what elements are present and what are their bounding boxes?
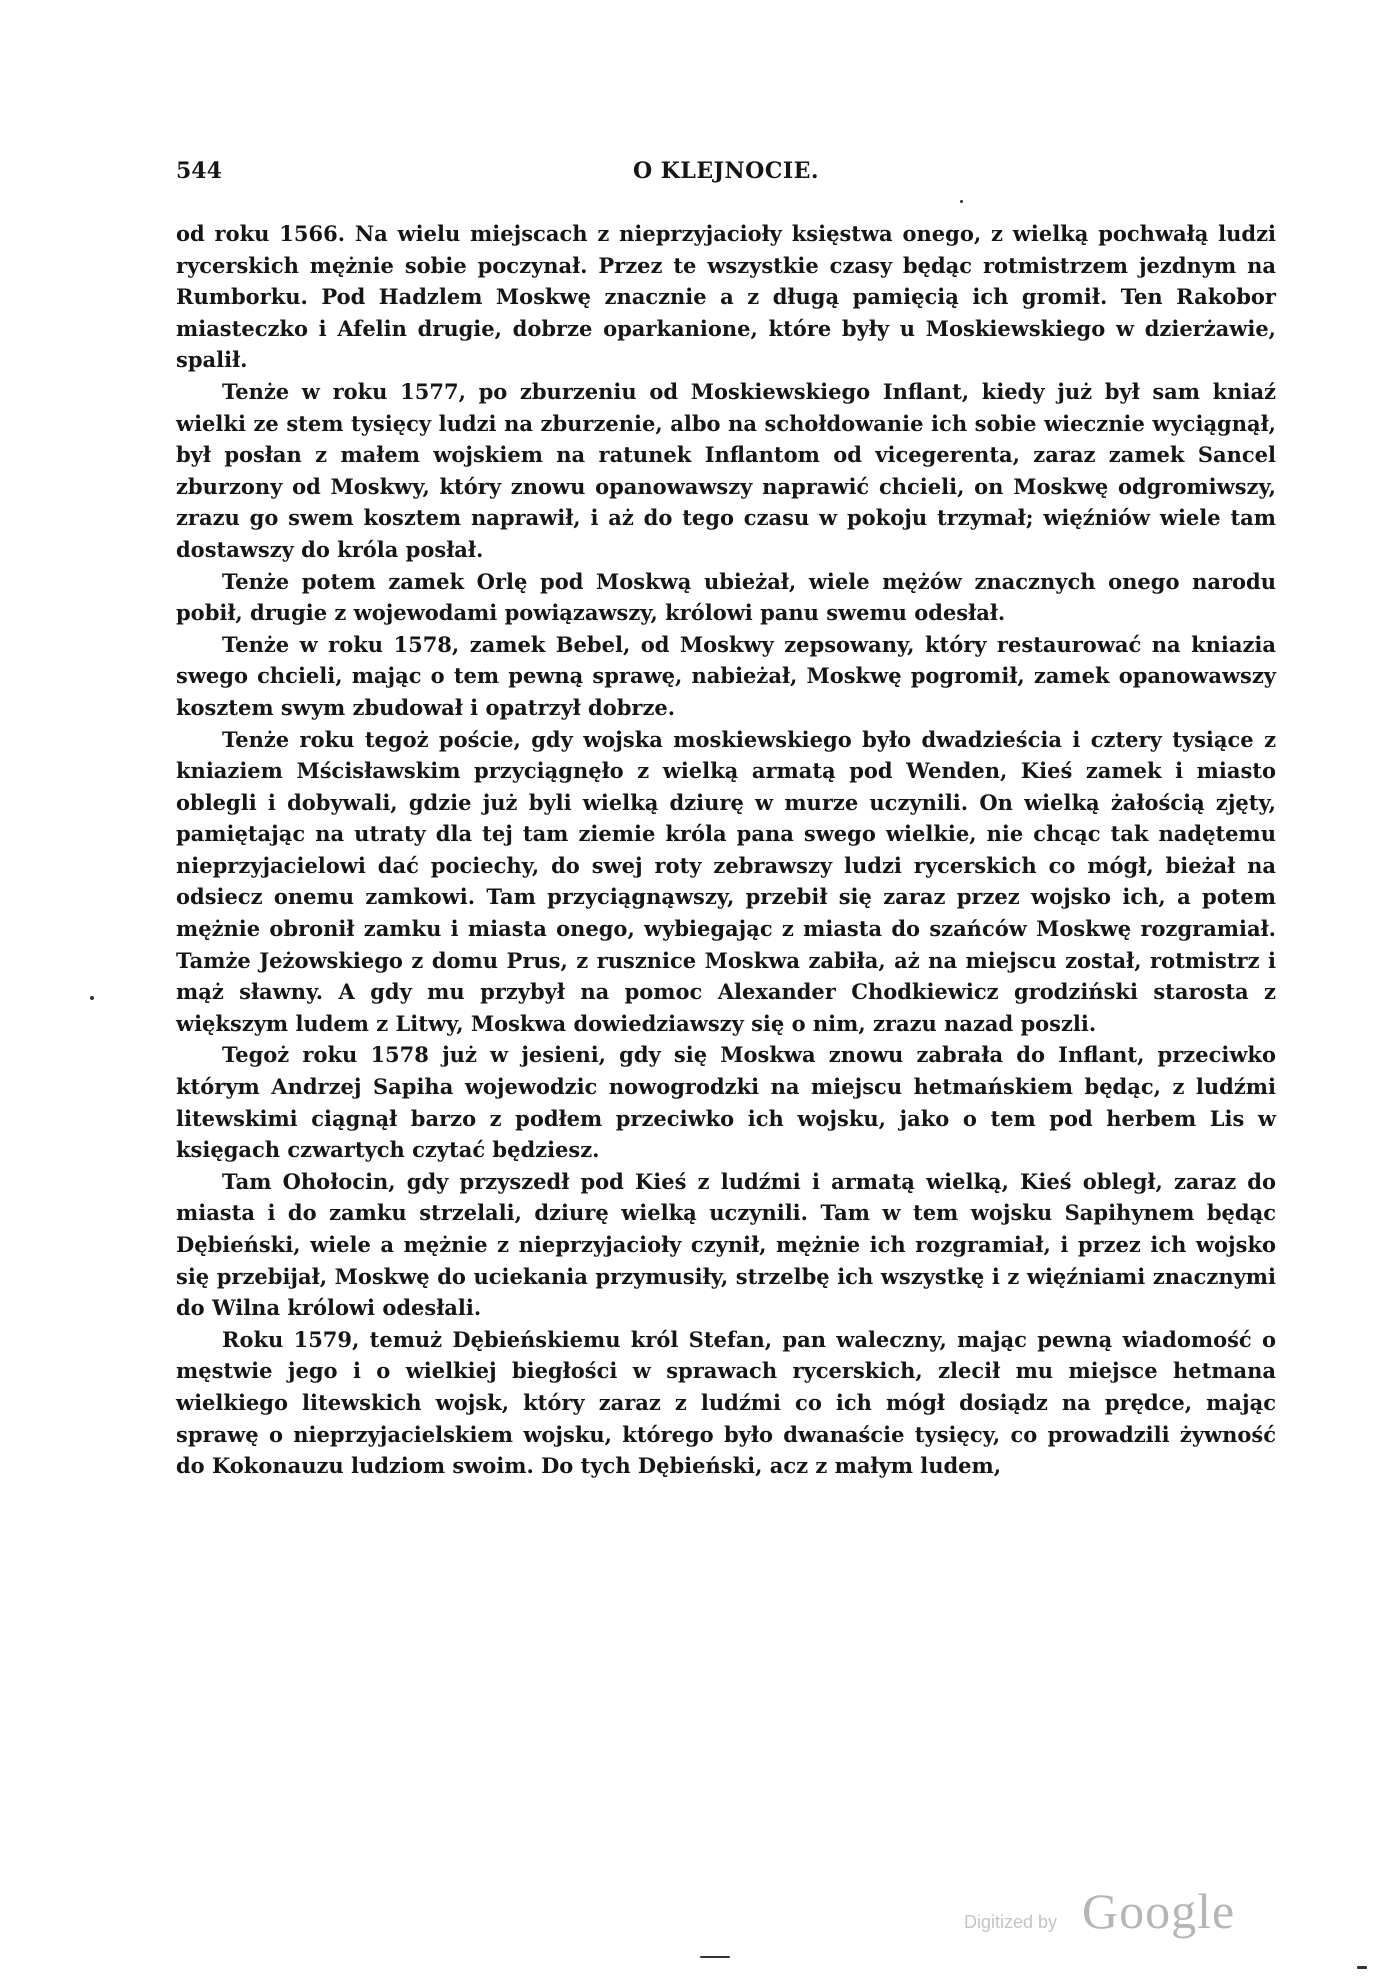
google-logo: Google	[1082, 1883, 1236, 1939]
paragraph: od roku 1566. Na wielu miejscach z nieprzyjacioły księstwa onego, z wielką pochwałą ludzi rycerskich mężnie sobie poczynał. Przez te wszystkie czasy będąc rotmistrzem jezdnym na Rumborku. Pod Hadzlem Moskwę znacznie a z długą pamięcią ich gromił. Ten Rakobor miasteczko i Afelin drugie, dobrze oparkanione, które były u Moskiewskiego w dzierżawie, spalił.	[176, 221, 1276, 373]
paragraph: Roku 1579, temuż Dębieńskiemu król Stefan, pan waleczny, mając pewną wiadomość o męstwie jego i o wielkiej biegłości w sprawach rycerskich, zlecił mu miejsce hetmana wielkiego litewskich wojsk, który zaraz z ludźmi co ich mógł dosiądz na prędce, mając sprawę o nieprzyjacielskiem wojsku, którego było dwanaście tysięcy, co prowadzili żywność do Kokonauzu ludziom swoim. Do tych Dębieński, acz z małym ludem,	[176, 1326, 1276, 1479]
body-text	[176, 218, 1276, 1482]
running-title: O KLEJNOCIE.	[632, 158, 820, 184]
print-speck	[1357, 1966, 1367, 1969]
digitized-label: Digitized by	[964, 1912, 1058, 1932]
page-header	[176, 158, 1276, 194]
digitized-by-google-watermark	[964, 1882, 1284, 1942]
paragraph: Tenże w roku 1578, zamek Bebel, od Moskwy zepsowany, który restaurować na kniazia swego chcieli, mając o tem pewną sprawę, nabieżał, Moskwę pogromił, zamek opanowawszy kosztem swym zbudował i opatrzył dobrze.	[176, 631, 1276, 720]
paragraph: Tenże w roku 1577, po zburzeniu od Moskiewskiego Inflant, kiedy już był sam kniaź wielki ze stem tysięcy ludzi na zburzenie, albo na schołdowanie ich sobie wiecznie wyciągnął, był posłan z małem wojskiem na ratunek Inflantom od vicegerenta, zaraz zamek Sancel zburzony od Moskwy, który znowu opanowawszy naprawić chcieli, on Moskwę odgromiwszy, zrazu go swem kosztem naprawił, i aż do tego czasu w pokoju trzymał; więźniów wiele tam dostawszy do króla posłał.	[176, 378, 1276, 562]
paragraph: Tenże roku tegoż poście, gdy wojska moskiewskiego było dwadzieścia i cztery tysiące z kniaziem Mścisławskim przyciągnęło z wielką armatą pod Wenden, Kieś zamek i miasto oblegli i dobywali, gdzie już byli wielką dziurę w murze uczynili. On wielką żałością zjęty, pamiętając na utraty dla tej tam ziemie króla pana swego wielkie, nie chcąc tak nadętemu nieprzyjacielowi dać pociechy, do swej roty zebrawszy ludzi rycerskich co mógł, bieżał na odsiecz onemu zamkowi. Tam przyciągnąwszy, przebił się zaraz przez wojsko ich, a potem mężnie obronił zamku i miasta onego, wybiegając z miasta do szańców Moskwę rozgramiał. Tamże Jeżowskiego z domu Prus, z rusznice Moskwa zabiła, aż na miejscu został, rotmistrz i mąż sławny. A gdy mu przybył na pomoc Alexander Chodkiewicz grodziński starosta z większym ludem z Litwy, Moskwa dowiedziawszy się o nim, zrazu nazad poszli.	[176, 726, 1276, 1036]
print-speck	[700, 1956, 730, 1958]
paragraph: Tegoż roku 1578 już w jesieni, gdy się Moskwa znowu zabrała do Inflant, przeciwko którym Andrzej Sapiha wojewodzic nowogrodzki na miejscu hetmańskiem będąc, z ludźmi litewskimi ciągnął barzo z podłem przeciwko ich wojsku, jako o tem pod herbem Lis w księgach czwartych czytać będziesz.	[176, 1042, 1276, 1163]
print-speck	[960, 200, 963, 203]
paragraph: Tenże potem zamek Orlę pod Moskwą ubieżał, wiele mężów znacznych onego narodu pobił, drugie z wojewodami powiązawszy, królowi panu swemu odesłał.	[176, 568, 1276, 626]
paragraph: Tam Ohołocin, gdy przyszedł pod Kieś z ludźmi i armatą wielką, Kieś obległ, zaraz do miasta i do zamku strzelali, dziurę wielką uczynili. Tam w tem wojsku Sapihynem będąc Dębieński, wiele a mężnie z nieprzyjacioły czynił, mężnie ich rozgramiał, i przez ich wojsko się przebijał, Moskwę do uciekania przymusiły, strzelbę ich wszystkę i z więźniami znacznymi do Wilna królowi odesłali.	[176, 1168, 1276, 1321]
page-number: 544	[176, 158, 222, 184]
print-speck	[90, 996, 94, 1000]
